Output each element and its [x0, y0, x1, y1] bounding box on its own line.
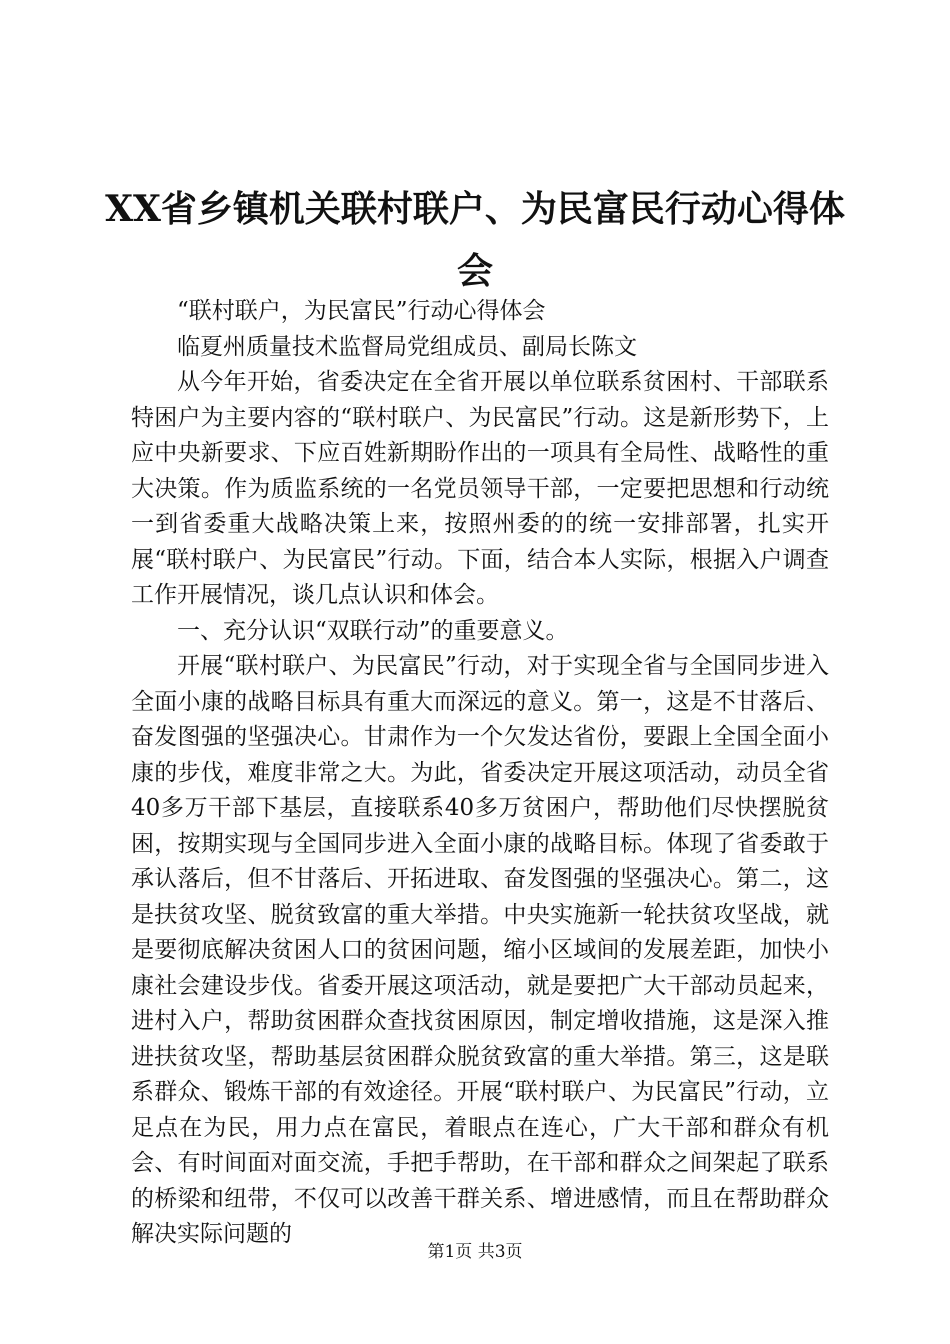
intro-paragraph: 从今年开始，省委决定在全省开展以单位联系贫困村、干部联系特困户为主要内容的“联村联户、为民富民”行动。这是新形势下，上应中央新要求、下应百姓新期盼作出的一项具有全局性、战略性的重大决策。作为质监系统的一名党员领导干部，一定要把思想和行动统一到省委重大战略决策上来，按照州委的的统一安排部署，扎实开展“联村联户、为民富民”行动。下面，结合本人实际，根据入户调查工作开展情况，谈几点认识和体会。 [131, 369, 829, 608]
subtitle-paragraph: “联村联户，为民富民”行动心得体会 [177, 298, 546, 324]
document-body [131, 294, 829, 1253]
page-footer: 第1页 共3页 [427, 1242, 523, 1262]
document-title: XX省乡镇机关联村联户、为民富民行动心得体会 [105, 188, 845, 292]
body-paragraph: 开展“联村联户、为民富民”行动，对于实现全省与全国同步进入全面小康的战略目标具有重大而深远的意义。第一，这是不甘落后、奋发图强的坚强决心。甘肃作为一个欠发达省份，要跟上全国全面小康的步伐，难度非常之大。为此，省委决定开展这项活动，动员全省40多万干部下基层，直接联系40多万贫困户，帮助他们尽快摆脱贫困，按期实现与全国同步进入全面小康的战略目标。体现了省委敢于承认落后，但不甘落后、开拓进取、奋发图强的坚强决心。第二，这是扶贫攻坚、脱贫致富的重大举措。中央实施新一轮扶贫攻坚战，就是要彻底解决贫困人口的贫困问题，缩小区域间的发展差距，加快小康社会建设步伐。省委开展这项活动，就是要把广大干部动员起来，进村入户，帮助贫困群众查找贫困原因，制定增收措施，这是深入推进扶贫攻坚，帮助基层贫困群众脱贫致富的重大举措。第三，这是联系群众、锻炼干部的有效途径。开展“联村联户、为民富民”行动，立足点在为民，用力点在富民，着眼点在连心，广大干部和群众有机会、有时间面对面交流，手把手帮助，在干部和群众之间架起了联系的桥梁和纽带，不仅可以改善干群关系、增进感情，而且在帮助群众解决实际问题的 [131, 653, 829, 1247]
section-heading: 一、充分认识“双联行动”的重要意义。 [177, 617, 569, 644]
author-paragraph: 临夏州质量技术监督局党组成员、副局长陈文 [177, 333, 637, 360]
